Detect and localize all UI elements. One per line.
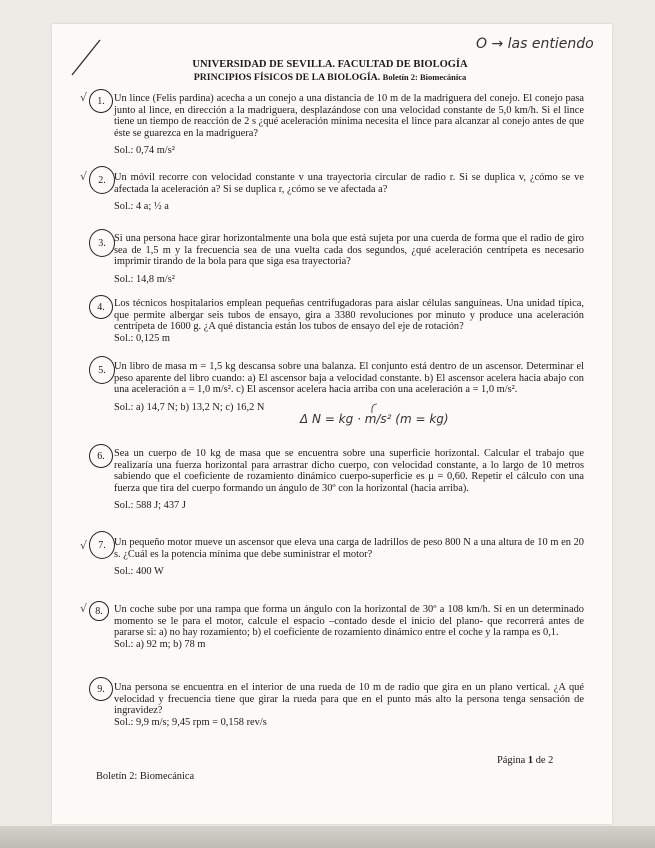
problem-number-8: 8. (89, 601, 109, 621)
check-mark: √ (80, 539, 88, 552)
problem-4 (114, 298, 584, 344)
problem-9 (114, 682, 584, 728)
page-total: 2 (548, 755, 554, 766)
problem-text: Un móvil recorre con velocidad constante v una trayectoria circular de radio r. Si se duplica v, ¿cómo se ve afectada la aceleración a? Si se duplica r, ¿cómo se ve afectada a? (114, 172, 584, 195)
problem-text: Una persona se encuentra en el interior de una rueda de 10 m de radio que gira en un plano vertical. ¿A qué velocidad y frecuencia tiene que girar la rueda para que en el punto más alto la persona tenga sensación de ingravidez? (114, 682, 584, 717)
course-name: PRINCIPIOS FÍSICOS DE LA BIOLOGÍA. (193, 72, 381, 83)
problem-number-4: 4. (89, 295, 113, 319)
check-mark: √ (80, 170, 88, 183)
problem-8 (114, 604, 584, 650)
solution: Sol.: 0,74 m/s² (114, 145, 175, 157)
problem-number-7: 7. (89, 531, 115, 559)
footer-title: Boletín 2: Biomecánica (96, 771, 195, 782)
problem-text: Un coche sube por una rampa que forma un ángulo con la horizontal de 30º a 108 km/h. Si en un determinado momento se le para el motor, calcule el espacio –contado desde el inicio del plano- que recorrerá antes de pararse si: a) no hay rozamiento; b) el coeficiente de rozamiento dinámico entre el coche y la rampa es 0,1. (114, 604, 584, 639)
solution: Sol.: a) 92 m; b) 78 m (114, 638, 206, 650)
problem-number-3: 3. (89, 229, 115, 257)
solution: Sol.: 9,9 m/s; 9,45 rpm = 0,158 rev/s (114, 716, 267, 728)
problem-5 (114, 361, 584, 413)
page-mid: de (535, 755, 546, 766)
check-mark: √ (80, 91, 88, 104)
problem-text: Un libro de masa m = 1,5 kg descansa sobre una balanza. El conjunto está dentro de un ascensor. Determinar el peso aparente del libro cuando: a) El ascensor baja a velocidad constante. b) El ascensor acelera hacia abajo con una aceleración a = 1,0 m/s². c) El ascensor acelera hacia arriba con una aceleración a = 1,0 m/s². (114, 361, 584, 396)
problem-7 (114, 537, 584, 578)
problem-1 (114, 93, 584, 157)
problem-text: Sea un cuerpo de 10 kg de masa que se encuentra sobre una superficie horizontal. Calcular el trabajo que realizaría una fuerza horizontal para arrastrar dicho cuerpo, con velocidad constante, a lo largo de 10 metros sabiendo que el coeficiente de rozamiento dinámico cuerpo-superficie es μ = 0,60. Repetir el cálculo con una fuerza que tira del cuerpo formando un ángulo de 30º con la horizontal (hacia arriba). (114, 448, 584, 494)
page-prefix: Página (497, 755, 526, 766)
problem-number-6: 6. (89, 444, 113, 468)
problem-number-5: 5. (89, 356, 115, 384)
handwritten-top-note: O → las entiendo (476, 36, 594, 52)
problem-text: Los técnicos hospitalarios emplean pequeñas centrifugadoras para aislar células sanguíneas. Una unidad típica, que permite albergar seis tubos de ensayo, gira a 3380 revoluciones por minuto y produce una aceleración centrípeta de 1600 g. ¿A qué distancia están los tubos de ensayo del eje de rotación? (114, 298, 584, 333)
problem-text: Un lince (Felis pardina) acecha a un conejo a una distancia de 10 m de la madriguera del conejo. El conejo pasa junto al lince, en dirección a la madriguera, desplazándose con una velocidad constante de 5,0 km/h. Si el lince tiene un tiempo de reacción de 2 s ¿qué aceleración mínima necesita el lince para alcanzar al conejo antes de que éste se guarezca en la madriguera? (114, 93, 584, 139)
problem-text: Si una persona hace girar horizontalmente una bola que está sujeta por una cuerda de forma que el radio de giro sea de 1,5 m y la frecuencia sea de una vuelta cada dos segundos, ¿qué aceleración centrípeta es necesario imprimir tirando de la bola para que siga esa trayectoria? (114, 233, 584, 268)
problem-number-1: 1. (89, 89, 113, 113)
problem-number-9: 9. (89, 677, 113, 701)
handwritten-newton-note: Δ N = kg · m/s² (m = kg) (300, 412, 449, 426)
problem-number-2: 2. (89, 166, 115, 194)
solution: Sol.: a) 14,7 N; b) 13,2 N; c) 16,2 N (114, 401, 265, 413)
solution: Sol.: 0,125 m (114, 332, 171, 344)
problem-2 (114, 172, 584, 213)
solution: Sol.: 4 a; ½ a (114, 201, 169, 213)
solution: Sol.: 400 W (114, 566, 164, 578)
course-title (100, 71, 560, 84)
document-header (100, 59, 560, 84)
problem-text: Un pequeño motor mueve un ascensor que eleva una carga de ladrillos de peso 800 N a una altura de 10 m en 20 s. ¿Cuál es la potencia mínima que debe suministrar el motor? (114, 537, 584, 560)
solution: Sol.: 588 J; 437 J (114, 500, 186, 512)
page-current: 1 (527, 755, 534, 766)
problem-3 (114, 233, 584, 285)
problem-6 (114, 448, 584, 512)
bulletin-name: Boletín 2: Biomecánica (382, 72, 467, 82)
page-number (497, 755, 553, 766)
check-mark: √ (80, 602, 88, 615)
university-title: UNIVERSIDAD DE SEVILLA. FACULTAD DE BIOLOGÍA (192, 59, 468, 70)
solution: Sol.: 14,8 m/s² (114, 273, 175, 285)
